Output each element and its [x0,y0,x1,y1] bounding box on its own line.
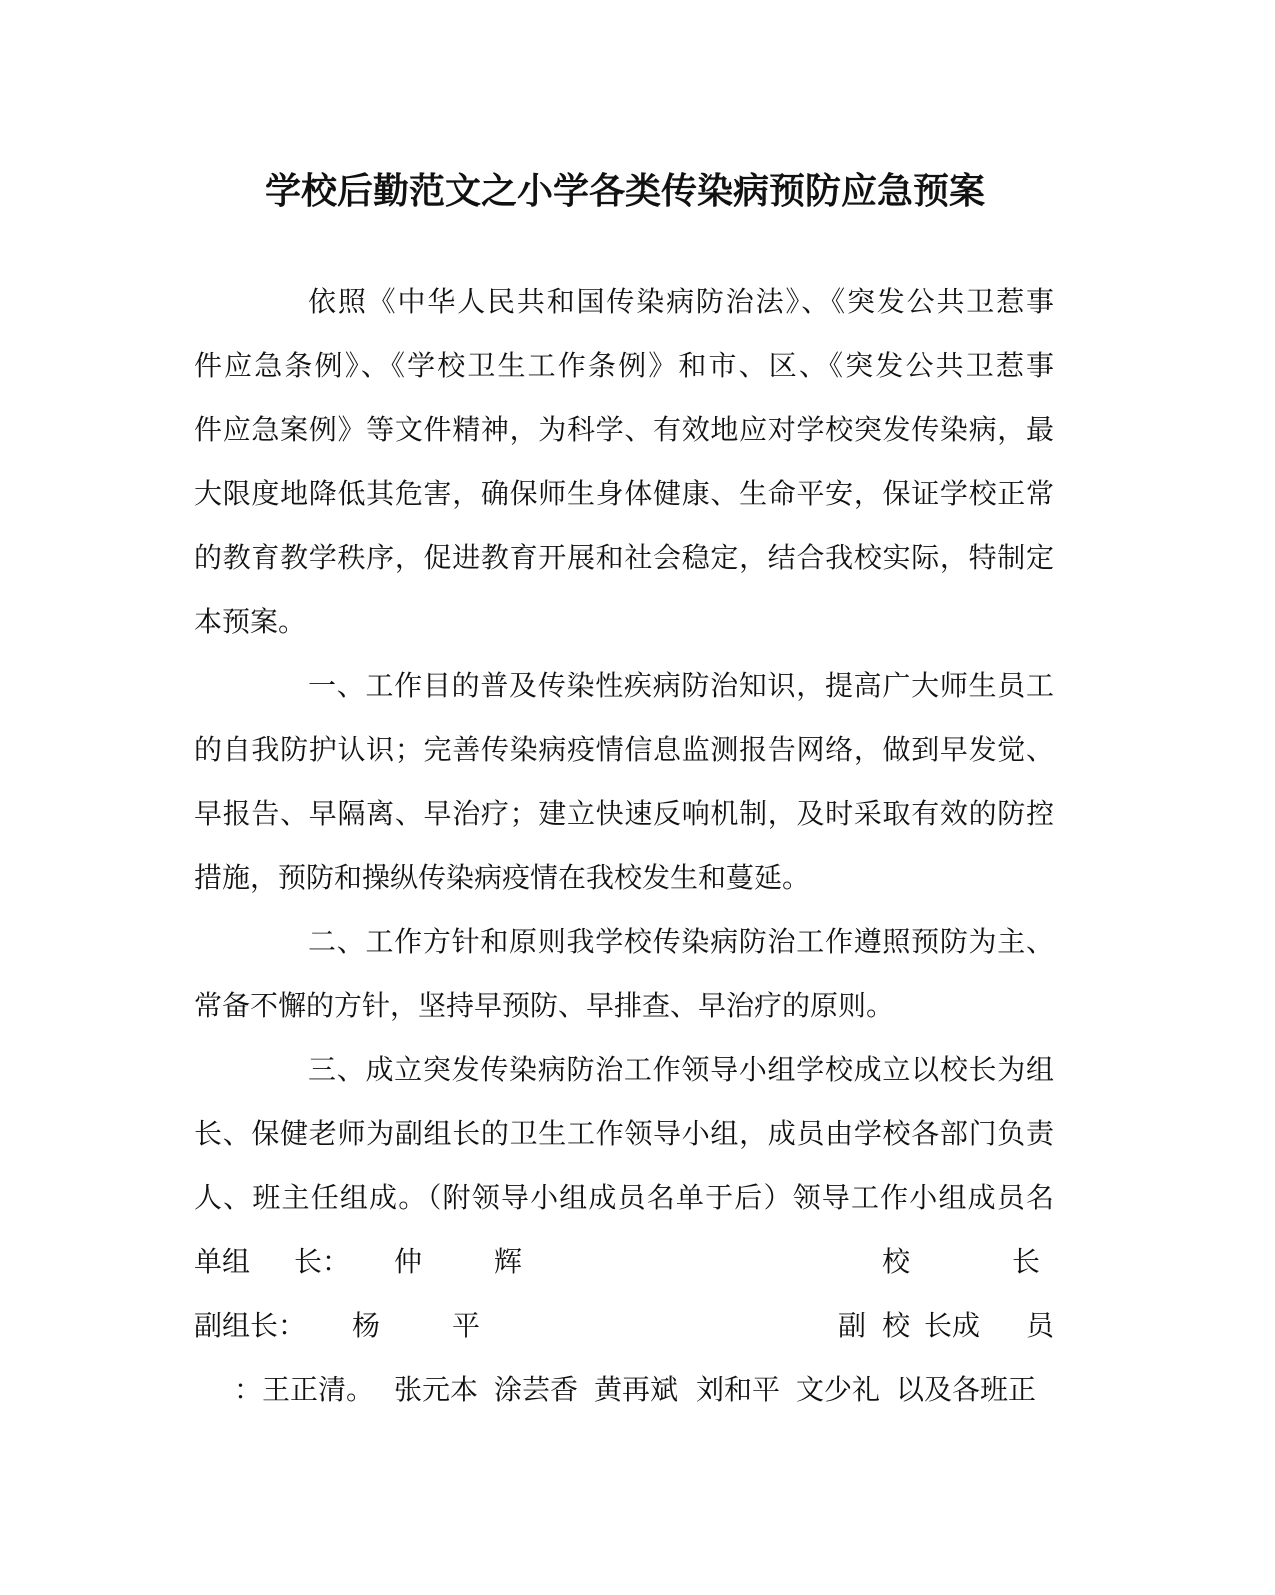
section2-line: 常备不懈的方针，坚持早预防、早排查、早治疗的原则。 [194,989,895,1022]
deputy-title: 长成 [924,1309,981,1342]
leader-name: 仲 [394,1245,423,1278]
intro-line: 大限度地降低其危害，确保师生身体健康、生命平安，保证学校正常 [194,477,1054,510]
intro-line: 本预案。 [194,605,307,638]
deputy-title: 副 [838,1309,867,1342]
leader-label: 单组 [194,1245,251,1278]
section1-line: 的自我防护认识；完善传染病疫情信息监测报告网络，做到早发觉、 [194,733,1054,766]
section3-line: 长、保健老师为副组长的卫生工作领导小组，成员由学校各部门负责 [194,1117,1054,1150]
deputy-name: 平 [452,1309,481,1342]
member-name: 以及各班正 [896,1373,1037,1406]
intro-line: 的教育教学秩序，促进教育开展和社会稳定，结合我校实际，特制定 [194,541,1054,574]
deputy-label: 副组长： [194,1309,307,1342]
member-name: 文少礼 [796,1373,881,1406]
leader-name: 辉 [494,1245,523,1278]
leader-label: 长： [294,1245,351,1278]
section1-line: 一、工作目的普及传染性疾病防治知识，提高广大师生员工 [308,669,1054,702]
deputy-title: 员 [1026,1309,1055,1342]
section2-line: 二、工作方针和原则我学校传染病防治工作遵照预防为主、 [308,925,1054,958]
leader-title: 校 [882,1245,911,1278]
section1-line: 早报告、早隔离、早治疗；建立快速反响机制，及时采取有效的防控 [194,797,1054,830]
member-name: 刘和平 [696,1373,781,1406]
document-title: 学校后勤范文之小学各类传染病预防应急预案 [264,170,985,212]
section3-line: 人、班主任组成。（附领导小组成员名单于后）领导工作小组成员名 [194,1181,1054,1214]
section3-line: 三、成立突发传染病防治工作领导小组学校成立以校长为组 [308,1053,1054,1086]
intro-line: 件应急案例》等文件精神，为科学、有效地应对学校突发传染病，最 [194,413,1054,446]
intro-line: 件应急条例》、《学校卫生工作条例》和市、区、《突发公共卫惹事 [194,349,1054,382]
member-name: 涂芸香 [494,1373,579,1406]
member-name: 黄再斌 [594,1373,679,1406]
members-prefix: ：王正清。 [234,1373,375,1406]
member-name: 张元本 [394,1373,479,1406]
leader-title: 长 [1012,1245,1041,1278]
deputy-name: 杨 [352,1309,381,1342]
deputy-title: 校 [882,1309,911,1342]
intro-line: 依照《中华人民共和国传染病防治法》、《突发公共卫惹事 [308,285,1054,318]
section1-line: 措施，预防和操纵传染病疫情在我校发生和蔓延。 [194,861,811,894]
